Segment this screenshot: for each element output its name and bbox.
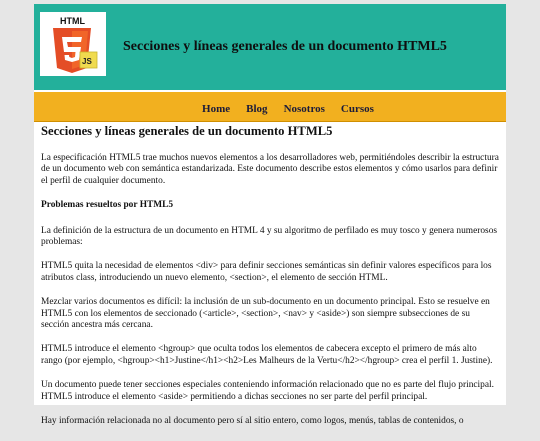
article-content [41,124,499,441]
article-title: Secciones y líneas generales de un documento HTML5 [41,124,333,138]
site-header [34,4,506,90]
nav-link-cursos[interactable]: Cursos [340,103,374,115]
page-container [34,4,506,427]
article-intro: La especificación HTML5 trae muchos nuevos elementos a los desarrolladores web, permitiéndoles describir la estructura de un documento web con semántica estandarizada. Este documento describe estos elementos y cómo usarlos para definir el perfil de cualquier documento. [41,153,499,186]
article-paragraph: HTML5 quita la necesidad de elementos <div> para definir secciones semánticas sin definir valores específicos para los atributos class, introduciendo un nuevo elemento, <section>, el elemento de sección HTML. [41,261,492,283]
article-paragraph: Un documento puede tener secciones especiales conteniendo información relacionado que no es parte del flujo principal. HTML5 introduce el elemento <aside> permitiendo a dichas secciones no ser parte del perfil principal. [41,380,494,402]
html5-shield-icon [40,12,106,76]
nav-link-nosotros[interactable]: Nosotros [283,103,325,115]
article-paragraph: HTML5 introduce el elemento <hgroup> que oculta todos los elementos de cabecera excepto el primero de más alto rango (por ejemplo, <hgroup><h1>Justine</h1><h2>Les Malheurs de la Vertu</h2></hgroup> crea el perfil 1. Justine). [41,344,493,366]
article-subtitle: Problemas resueltos por HTML5 [41,200,174,211]
logo-html-label: HTML [60,16,85,26]
logo-js-badge-label: JS [82,57,92,66]
nav-link-blog[interactable]: Blog [246,103,268,115]
nav-link-home[interactable]: Home [202,103,231,115]
main-nav [34,92,506,122]
article-paragraph: Hay información relacionada no al documento pero sí al sitio entero, como logos, menús, tablas de contenidos, o [41,416,464,427]
article-paragraph: Mezclar varios documentos es difícil: la inclusión de un sub-documento en un documento principal. Esto se resuelve en HTML5 con los elementos de seccionado (<article>, <section>, <nav> y <aside>) son siempre subsecciones de su sección ancestra más cercana. [41,297,490,331]
site-title: Secciones y líneas generales de un documento HTML5 [123,39,447,54]
html5-js-logo[interactable] [40,12,106,76]
article-paragraph: La definición de la estructura de un documento en HTML 4 y su algoritmo de perfilado es muy tosco y genera numerosos problemas: [41,225,498,248]
